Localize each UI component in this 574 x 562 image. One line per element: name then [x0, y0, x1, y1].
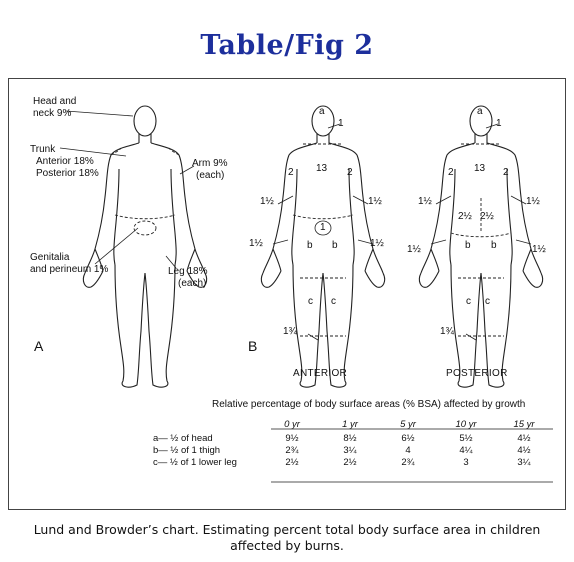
panel-b-letter: B [248, 338, 258, 354]
post-upper-arm-right-label: 2 [503, 167, 509, 178]
table-row-label: a— ½ of head [153, 432, 213, 444]
post-lower-leg-right-label: c [485, 296, 490, 307]
table-row [153, 432, 553, 444]
label-head-neck [33, 96, 76, 120]
post-hand-right-label: 1½ [532, 244, 546, 255]
table-cell: 2½ [285, 456, 299, 468]
table-col-header: 1 yr [342, 418, 358, 430]
page-title: Table/Fig 2 [200, 30, 374, 61]
ant-foot-label: 1¾ [283, 326, 297, 337]
ant-genitalia-label: 1 [320, 222, 326, 233]
table-col-header: 10 yr [455, 418, 477, 430]
ant-forearm-right-label: 1½ [368, 196, 382, 207]
label-arm-line2: (each) [196, 170, 225, 181]
table-cell: 4½ [517, 444, 531, 456]
label-genitalia-line2: and perineum 1% [30, 264, 109, 275]
post-forearm-left-label: 1½ [418, 196, 432, 207]
ant-forearm-left-label: 1½ [260, 196, 274, 207]
table-header-row [153, 416, 553, 432]
ant-head-label: a [319, 106, 325, 117]
ant-neck-label: 1 [338, 118, 344, 129]
post-hand-left-label: 1½ [407, 244, 421, 255]
post-upper-arm-left-label: 2 [448, 167, 454, 178]
table-cell: 2¾ [285, 444, 299, 456]
post-trunk-label: 13 [474, 163, 486, 174]
label-trunk-line1: Trunk [30, 144, 56, 155]
table-cell: 8½ [343, 432, 357, 444]
label-leg [168, 266, 207, 290]
label-arm [192, 158, 228, 182]
ant-lower-leg-left-label: c [308, 296, 313, 307]
table-cell: 2½ [343, 456, 357, 468]
table-header-empty [153, 416, 263, 432]
label-genitalia-line1: Genitalia [30, 252, 70, 263]
post-head-label: a [477, 106, 483, 117]
post-neck-label: 1 [496, 118, 502, 129]
table-col-header: 5 yr [400, 418, 416, 430]
ant-lower-leg-right-label: c [331, 296, 336, 307]
table-cell: 4 [405, 444, 411, 456]
table-cell: 9½ [285, 432, 299, 444]
label-trunk-posterior: Posterior 18% [36, 168, 99, 179]
bsa-table [153, 416, 553, 468]
label-trunk [30, 144, 99, 180]
table-cell: 6½ [401, 432, 415, 444]
post-buttock-right-label: 2½ [480, 211, 494, 222]
ant-thigh-right-label: b [332, 240, 338, 251]
table-row [153, 444, 553, 456]
anterior-caption: ANTERIOR [293, 368, 348, 379]
label-genitalia [30, 252, 108, 276]
post-forearm-right-label: 1½ [526, 196, 540, 207]
table-heading: Relative percentage of body surface areas (% BSA) affected by growth [212, 399, 526, 410]
ant-hand-left-label: 1½ [249, 238, 263, 249]
label-leg-line1: Leg 18% [168, 266, 208, 277]
ant-hand-right-label: 1½ [370, 238, 384, 249]
post-thigh-left-label: b [465, 240, 471, 251]
label-arm-line1: Arm 9% [192, 158, 228, 169]
ant-upper-arm-left-label: 2 [288, 167, 294, 178]
table-row-label: c— ½ of 1 lower leg [153, 456, 237, 468]
table-cell: 3 [463, 456, 469, 468]
ant-trunk-label: 13 [316, 163, 328, 174]
post-thigh-right-label: b [491, 240, 497, 251]
table-cell: 2¾ [401, 456, 415, 468]
table-col-header: 0 yr [284, 418, 300, 430]
panel-a-letter: A [34, 338, 44, 354]
label-leg-line2: (each) [178, 278, 207, 289]
post-foot-label: 1¾ [440, 326, 454, 337]
post-buttock-left-label: 2½ [458, 211, 472, 222]
table-row-label: b— ½ of 1 thigh [153, 444, 221, 456]
table-cell: 4¼ [459, 444, 473, 456]
table-cell: 5½ [459, 432, 473, 444]
table-cell: 3¼ [343, 444, 357, 456]
post-lower-leg-left-label: c [466, 296, 471, 307]
label-trunk-anterior: Anterior 18% [36, 156, 94, 167]
caption-line-2: affected by burns. [230, 538, 344, 553]
posterior-caption: POSTERIOR [446, 368, 508, 379]
label-head-line2: neck 9% [33, 108, 72, 119]
table-row [153, 456, 553, 468]
ant-upper-arm-right-label: 2 [347, 167, 353, 178]
table-cell: 3¼ [517, 456, 531, 468]
table-col-header: 15 yr [513, 418, 535, 430]
ant-thigh-left-label: b [307, 240, 313, 251]
caption-line-1: Lund and Browder’s chart. Estimating percent total body surface area in children [33, 522, 541, 537]
label-head-line1: Head and [33, 96, 77, 107]
table-cell: 4½ [517, 432, 531, 444]
figure-caption [0, 522, 574, 554]
